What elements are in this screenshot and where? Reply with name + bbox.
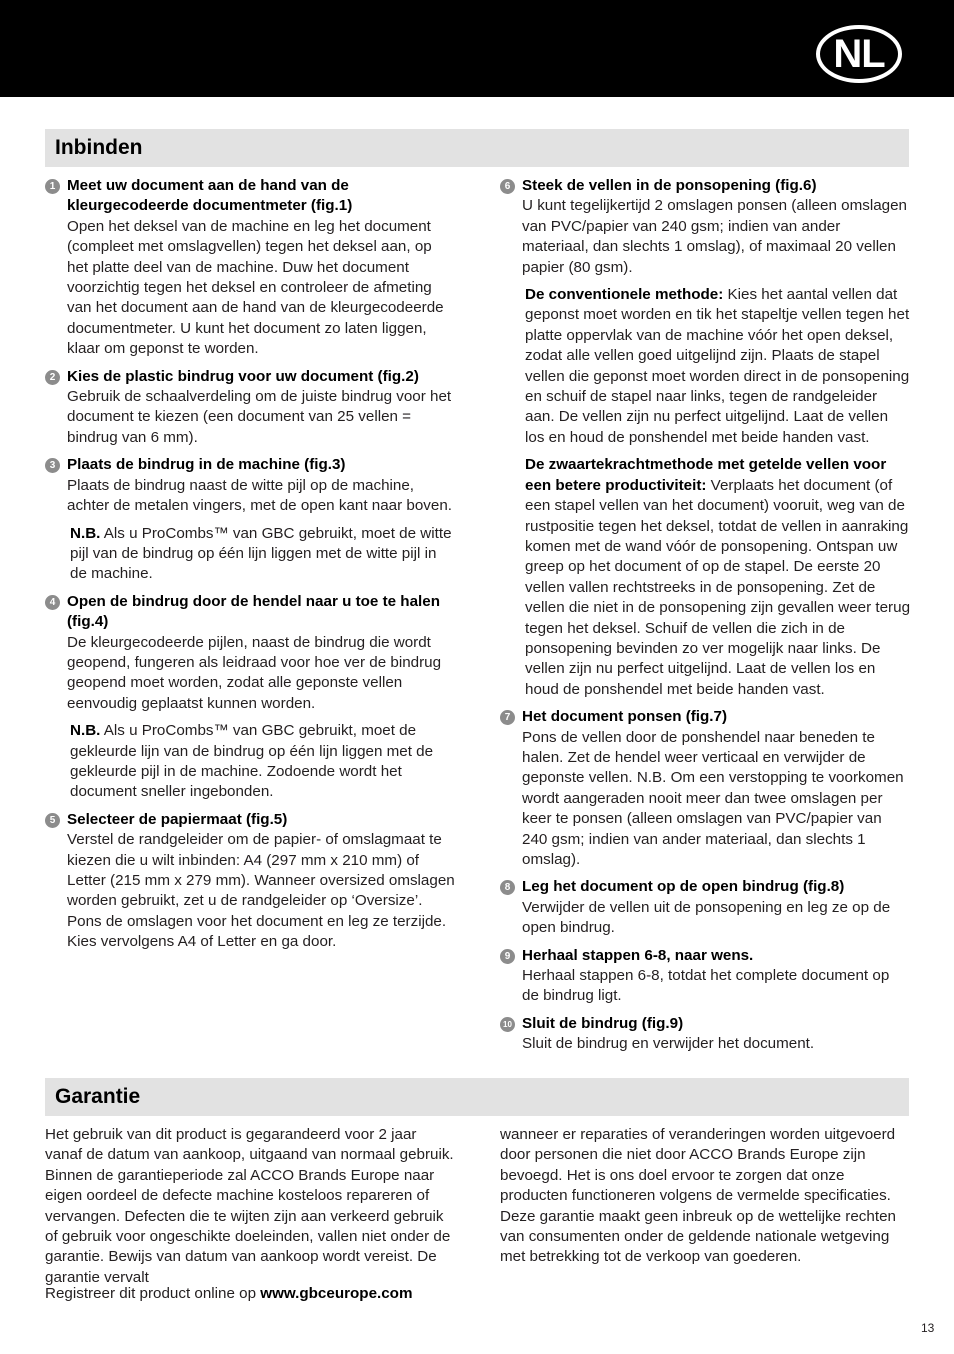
register-text: Registreer dit product online op xyxy=(45,1285,261,1302)
note xyxy=(70,721,457,803)
step-number: 10 xyxy=(500,1017,515,1032)
step-number: 9 xyxy=(500,949,515,964)
step-title: Meet uw document aan de hand van de kleurgecodeerde documentmeter (fig.1) xyxy=(67,177,353,215)
note-label: N.B. xyxy=(70,722,101,740)
method-gravity xyxy=(525,455,910,700)
step-number: 1 xyxy=(45,179,60,194)
register-line xyxy=(45,1285,412,1302)
header-bar xyxy=(0,0,954,97)
step-number: 5 xyxy=(45,813,60,828)
step-title: Sluit de bindrug (fig.9) xyxy=(522,1014,684,1032)
note xyxy=(70,524,457,585)
method-label: De conventionele methode: xyxy=(525,286,724,304)
step-body: Pons de vellen door de ponshendel naar beneden te halen. Zet de hendel weer verticaal en verwijder de geponste vellen. N.B. Om een verstopping te voorkomen wordt aangeraden nooit meer dan twee omslagen per keer te ponsen (alleen omslagen van PVC/papier van 240 gsm; indien van ander materiaal, dan slechts 1 omslag). xyxy=(522,728,904,868)
note-text: Als u ProCombs™ van GBC gebruikt, moet de gekleurde lijn van de bindrug op één lijn liggen met de gekleurde pijl in de machine. Zodoende wordt het document sneller ingebonden. xyxy=(70,722,434,801)
step-item xyxy=(45,810,457,953)
step-title: Selecteer de papiermaat (fig.5) xyxy=(67,810,288,828)
step-title: Steek de vellen in de ponsopening (fig.6) xyxy=(522,177,817,194)
method-conventional xyxy=(525,285,910,448)
step-item xyxy=(500,707,910,870)
step-item xyxy=(45,367,457,449)
step-title: Plaats de bindrug in de machine (fig.3) xyxy=(67,456,346,474)
step-body: Verstel de randgeleider om de papier- of omslagmaat te kiezen die u wilt inbinden: A4 (297 mm x 210 mm) of Letter (215 mm x 279 mm). Wanneer oversized omslagen worden gebruikt, zet u de randgeleider op ‘Oversize’. Pons de omslagen voor het document en leg ze terzijde. Kies vervolgens A4 of Letter en ga door. xyxy=(67,831,455,951)
step-body: Herhaal stappen 6-8, totdat het complete document op de bindrug ligt. xyxy=(522,967,890,1005)
section-title-inbinden: Inbinden xyxy=(45,129,909,167)
step-item xyxy=(500,176,910,278)
step-item xyxy=(45,176,457,360)
section-title-garantie: Garantie xyxy=(45,1078,909,1116)
step-title: Kies de plastic bindrug voor uw document (fig.2) xyxy=(67,367,419,385)
inbinden-left-column xyxy=(45,176,457,960)
step-item xyxy=(500,1014,910,1055)
page-number: 13 xyxy=(921,1321,935,1335)
step-item xyxy=(45,592,457,714)
method-text: Kies het aantal vellen dat geponst moet worden en tik het stapeltje vellen tegen het platte oppervlak van de machine vóór het open deksel, zodat alle vellen goed uitgelijnd zijn. Plaats de stapel vellen die geponst moet worden direct in de ponsopening en schuif de stapel naar links, tegen de randgeleider aan. De vellen zijn nu perfect uitgelijnd. Laat de vellen los en houd de ponshendel met beide handen vast. xyxy=(525,286,910,446)
step-item xyxy=(45,455,457,516)
step-number: 6 xyxy=(500,179,515,194)
method-text: Verplaats het document (of een stapel vellen van het document) vooruit, weg van de rustpositie tegen het deksel, totdat de vellen in aanraking komen met de wand vóór de ponsopening. Ontspan uw greep op het document of op de stapel. De eerste 20 vellen vallen rechtstreeks in de ponsopening. Zet de vellen die niet in de ponsopening zijn gevallen weer terug tegen het deksel. Schuif de vellen die zich in de ponsopening bevinden zo ver mogelijk naar links. De vellen zijn nu perfect uitgelijnd. Laat de vellen los en houd de ponshendel met beide handen vast. xyxy=(525,476,911,698)
step-body: Plaats de bindrug naast de witte pijl op de machine, achter de metalen vingers, met de open kant naar boven. xyxy=(67,476,452,515)
step-number: 4 xyxy=(45,595,60,610)
step-title: Open de bindrug door de hendel naar u toe te halen (fig.4) xyxy=(67,592,440,631)
language-badge: NL xyxy=(816,25,902,83)
step-body: Sluit de bindrug en verwijder het document. xyxy=(522,1035,815,1053)
garantie-right-text: wanneer er reparaties of veranderingen worden uitgevoerd door personen die niet door ACCO Brands Europe zijn bevoegd. Het is ons doel ervoor te zorgen dat onze producten functioneren volgens de vermelde specificaties. Deze garantie maakt geen inbreuk op de wettelijke rechten van consumenten onder de geldende nationale wetgeving met betrekking tot de verkoop van goederen. xyxy=(500,1126,896,1266)
step-body: Open het deksel van de machine en leg het document (compleet met omslagvellen) tegen het deksel aan, op het platte deel van de machine. Duw het document voorzichtig tegen het deksel en controleer de afmeting van het document aan de hand van de kleurgecodeerde documentmeter. U kunt het document zo laten liggen, klaar om geponst te worden. xyxy=(67,217,444,358)
step-number: 8 xyxy=(500,880,515,895)
note-text: Als u ProCombs™ van GBC gebruikt, moet de witte pijl van de bindrug op één lijn liggen met de witte pijl in de machine. xyxy=(70,524,452,583)
step-body: U kunt tegelijkertijd 2 omslagen ponsen (alleen omslagen van PVC/papier van 240 gsm; indien van ander materiaal, dan slechts 1 omslag), of maximaal 20 vellen papier (80 gsm). xyxy=(522,197,907,276)
step-item xyxy=(500,946,910,1007)
step-title: Leg het document op de open bindrug (fig.8) xyxy=(522,878,845,896)
method-label: De zwaartekrachtmethode met getelde vellen voor een betere productiviteit: xyxy=(525,456,887,494)
step-body: Gebruik de schaalverdeling om de juiste bindrug voor het document te kiezen (een document van 25 vellen = bindrug van 6 mm). xyxy=(67,388,452,446)
garantie-left-text: Het gebruik van dit product is gegarandeerd voor 2 jaar vanaf de datum van aankoop, uitgaand van normaal gebruik. Binnen de garantieperiode zal ACCO Brands Europe naar eigen oordeel de defecte machine kosteloos repareren of vervangen. Defecten die te wijten zijn aan verkeerd gebruik of gebruik voor ongeschikte doeleinden, vallen niet onder de garantie. Bewijs van datum van aankoop wordt vereist. De garantie vervalt xyxy=(45,1126,454,1286)
step-number: 2 xyxy=(45,370,60,385)
step-title: Herhaal stappen 6-8, naar wens. xyxy=(522,946,754,964)
step-item xyxy=(500,877,910,938)
step-number: 3 xyxy=(45,458,60,473)
step-body: De kleurgecodeerde pijlen, naast de bindrug die wordt geopend, fungeren als leidraad voor hoe ver de bindrug geopend moet worden, zodat alle geponste vellen eenvoudig geplaatst kunnen worden. xyxy=(67,633,442,712)
step-number: 7 xyxy=(500,710,515,725)
step-title: Het document ponsen (fig.7) xyxy=(522,708,728,726)
step-body: Verwijder de vellen uit de ponsopening en leg ze op de open bindrug. xyxy=(522,898,891,937)
note-label: N.B. xyxy=(70,524,101,542)
inbinden-right-column xyxy=(500,176,910,1062)
register-link[interactable]: www.gbceurope.com xyxy=(260,1285,413,1302)
